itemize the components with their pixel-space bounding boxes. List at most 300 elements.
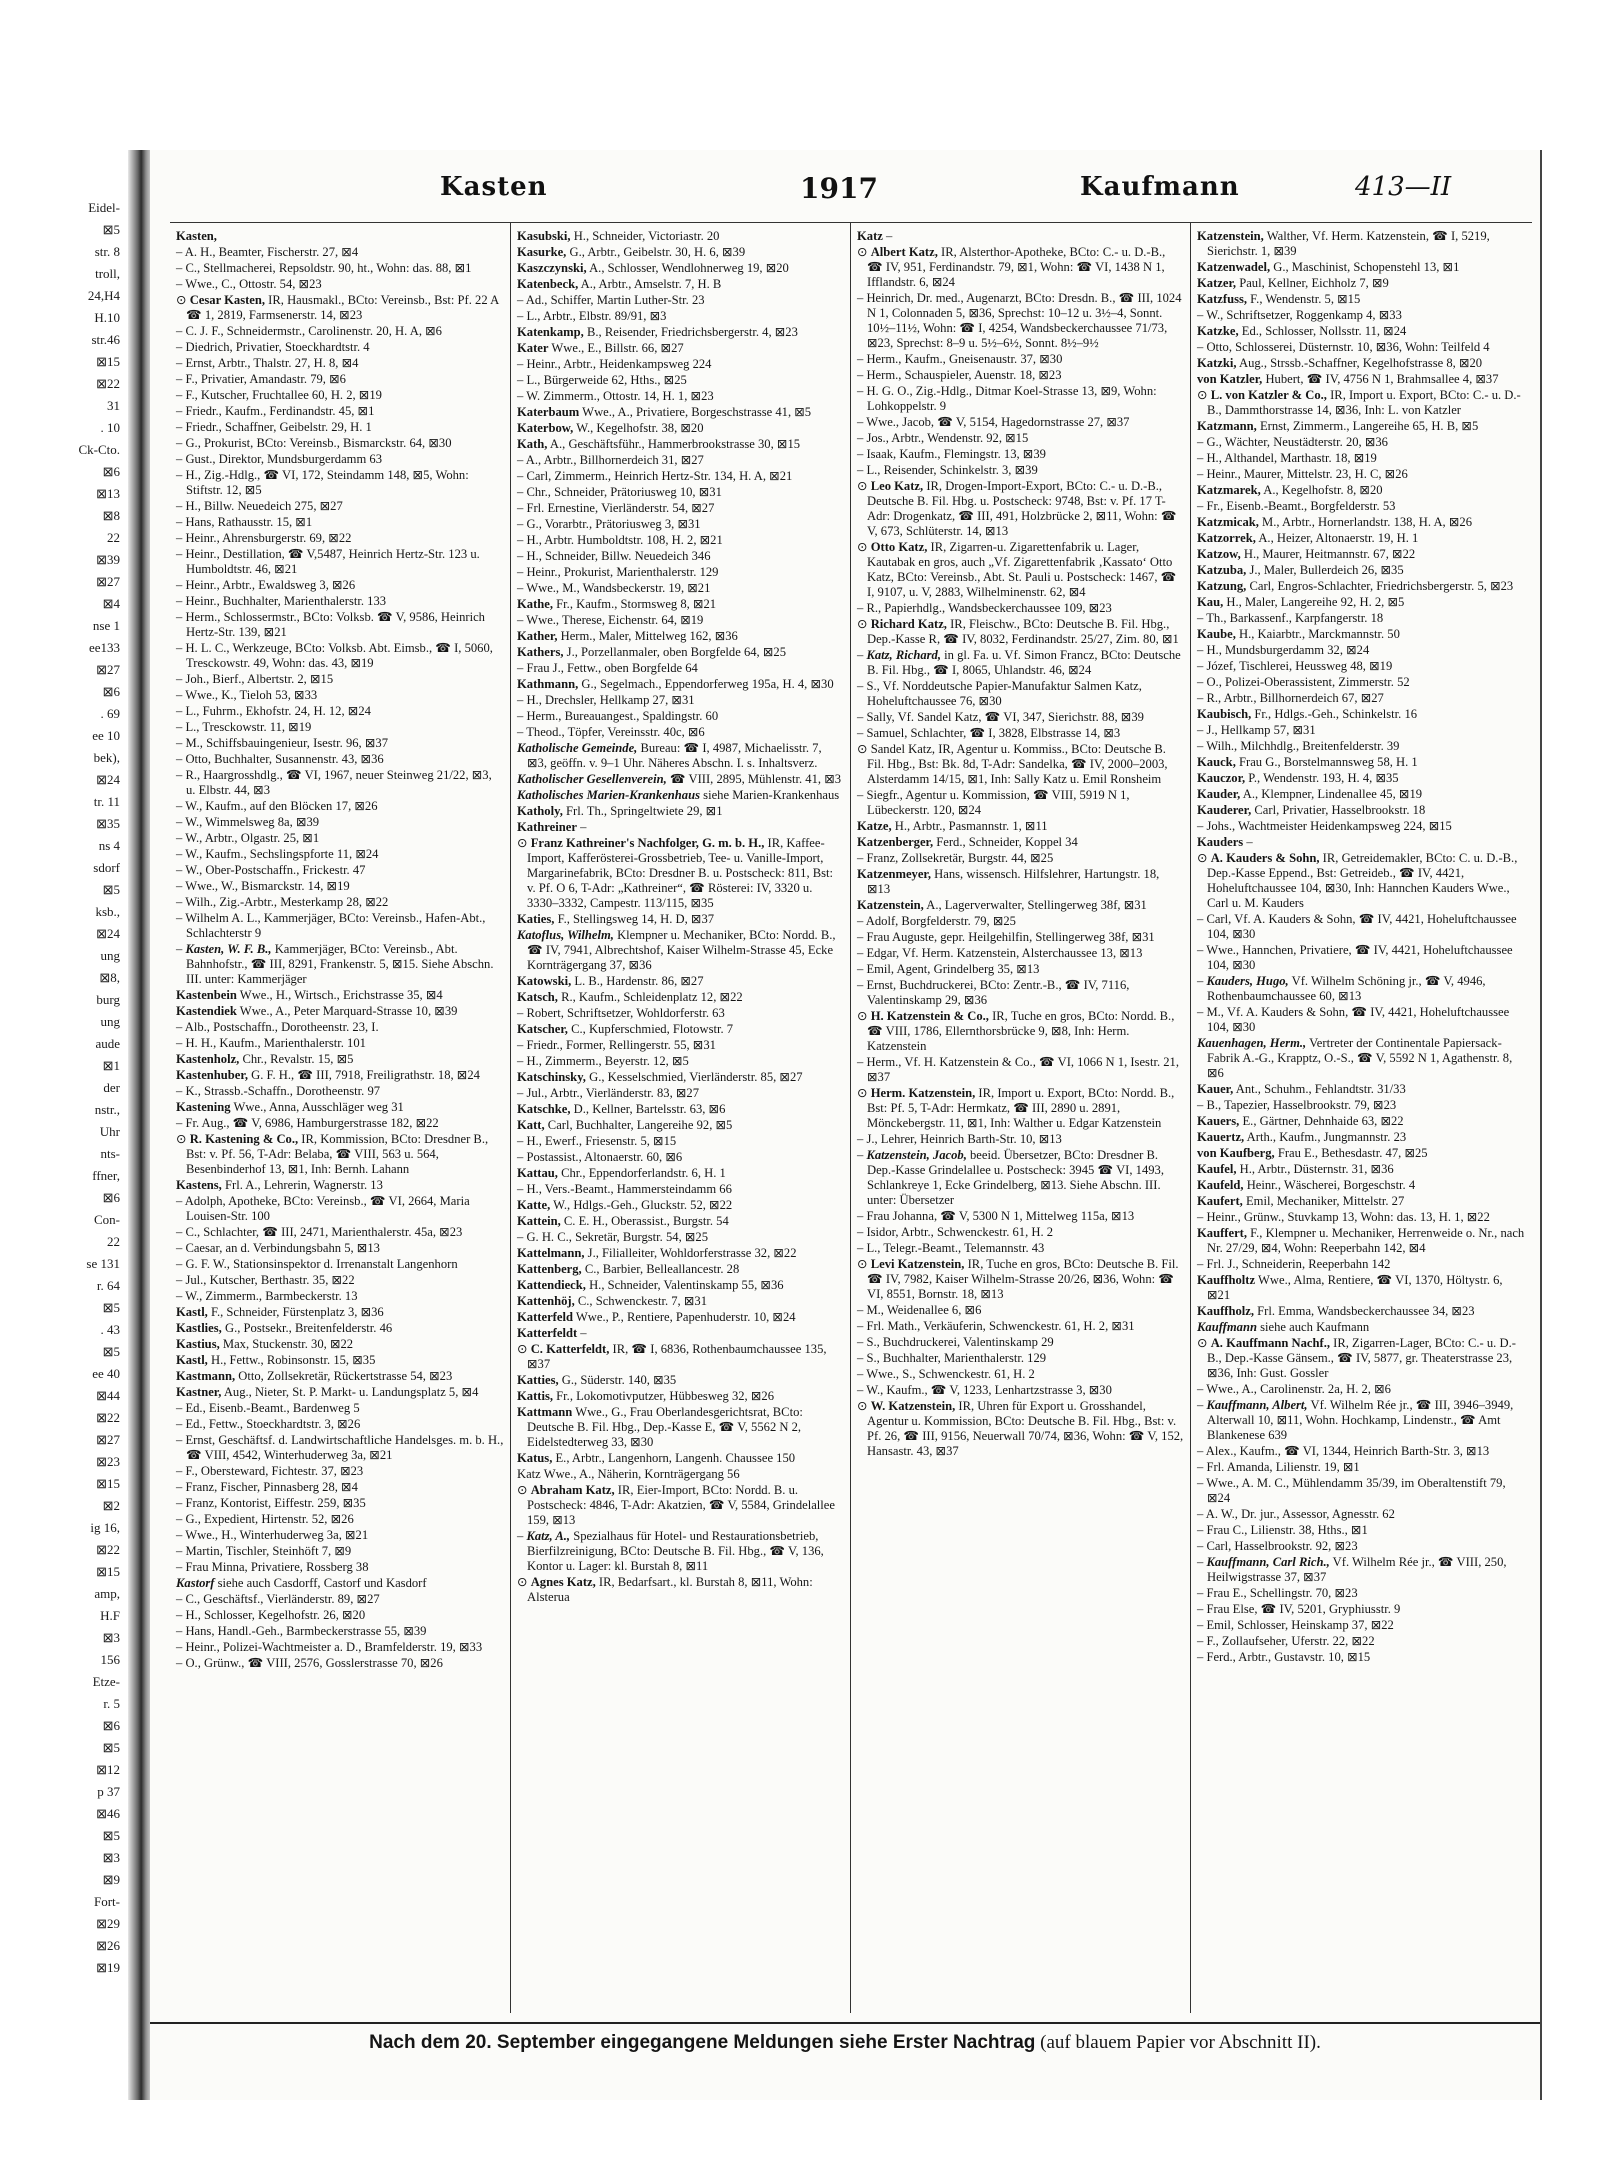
directory-entry: Kattenhöj, C., Schwenckestr. 7, ⊠31 (517, 1294, 707, 1308)
directory-entry: – Kasten, W. F. B., Kammerjäger, BCto: Vereinsb., Abt. Bahnhofstr., ☎ III, 8291, Frankenstr. 5, ⊠15. Siehe Abschn. III. unter: Kammerjäger (176, 942, 494, 986)
directory-entry: – W., Kaufm., auf den Blöcken 17, ⊠26 (176, 799, 378, 813)
directory-entry: – H., Schlosser, Kegelhofstr. 26, ⊠20 (176, 1608, 366, 1622)
directory-entry: Kasurke, G., Arbtr., Geibelstr. 30, H. 6, ⊠39 (517, 245, 746, 259)
entry-name: von Katzler, (1197, 372, 1263, 386)
directory-entry: – Fr. Aug., ☎ V, 6986, Hamburgerstrasse 182, ⊠22 (176, 1116, 439, 1130)
directory-entry: Katzer, Paul, Kellner, Eichholz 7, ⊠9 (1197, 276, 1389, 290)
directory-entry: Kauderer, Carl, Privatier, Hasselbrookstr. 18 (1197, 803, 1426, 817)
directory-entry: Kathmann, G., Segelmach., Eppendorferweg 195a, H. 4, ⊠30 (517, 677, 834, 691)
entry-name: Katenbeck, (517, 277, 579, 291)
directory-entry: Katzke, Ed., Schlosser, Nollsstr. 11, ⊠24 (1197, 324, 1407, 338)
entry-name: Katz, A., (526, 1529, 571, 1543)
directory-entry: – Edgar, Vf. Herm. Katzenstein, Alsterchaussee 13, ⊠13 (857, 946, 1143, 960)
left-page-line: amp, (94, 1586, 120, 1601)
directory-entry: Katholische Gemeinde, Bureau: ☎ I, 4987, Michaelisstr. 7, ⊠3, geöffn. v. 9–1 Uhr. Näheres Abschn. I. s. Inhaltsverz. (517, 741, 822, 770)
directory-entry: – Franz, Kontorist, Eiffestr. 259, ⊠35 (176, 1496, 366, 1510)
directory-entry: Katholy, Frl. Th., Springeltwiete 29, ⊠1 (517, 804, 723, 818)
entry-name: Katte, (517, 1198, 551, 1212)
entry-name: Herm. Katzenstein, (870, 1086, 976, 1100)
left-page-line: ⊠35 (96, 816, 120, 831)
entry-name: Katies, (517, 912, 555, 926)
entry-name: Kattenberg, (517, 1262, 582, 1276)
directory-entry: Kaube, H., Kaiarbtr., Marckmannstr. 50 (1197, 627, 1400, 641)
entry-name: Katz (857, 229, 883, 243)
directory-entry: – Martin, Tischler, Steinhöft 7, ⊠9 (176, 1544, 352, 1558)
entry-name: Kaszczynski, (517, 261, 587, 275)
entry-name: Kastendiek (176, 1004, 237, 1018)
directory-entry: – Wilh., Milchhdlg., Breitenfelderstr. 39 (1197, 739, 1400, 753)
directory-entry: Kauczor, P., Wendenstr. 193, H. 4, ⊠35 (1197, 771, 1399, 785)
left-page-line: ⊠3 (102, 1630, 120, 1645)
entry-name: von Kaufberg, (1197, 1146, 1275, 1160)
left-page-line: tr. 11 (93, 794, 120, 809)
directory-entry: ⊙ C. Katterfeldt, IR, ☎ I, 6836, Rothenbaumchaussee 135, ⊠37 (517, 1342, 827, 1371)
entry-name: Katholische Gemeinde, (517, 741, 638, 755)
directory-entry: – C., Stellmacherei, Repsoldstr. 90, ht., Wohn: das. 88, ⊠1 (176, 261, 472, 275)
directory-entry: Kaszczynski, A., Schlosser, Wendlohnerweg 19, ⊠20 (517, 261, 789, 275)
left-page-line: nse 1 (92, 618, 120, 633)
entry-name: Katties, (517, 1373, 559, 1387)
entry-name: Kattelmann, (517, 1246, 585, 1260)
entry-name: Katschke, (517, 1102, 571, 1116)
entry-name: Katholy, (517, 804, 563, 818)
directory-entry: Kattau, Chr., Eppendorferlandstr. 6, H. 1 (517, 1166, 726, 1180)
directory-entry: ⊙ Abraham Katz, IR, Eier-Import, BCto: Nordd. B. u. Postscheck: 4846, T-Adr: Akatzien, ☎ V, 5584, Grindelallee 159, ⊠13 (517, 1483, 835, 1527)
left-page-line: ⊠22 (96, 376, 120, 391)
entry-name: Albert Katz, (870, 245, 938, 259)
entry-name: A. Kauders & Sohn, (1210, 851, 1320, 865)
directory-entry: – Wwe., A. M. C., Mühlendamm 35/39, im Oberaltenstift 79, ⊠24 (1197, 1476, 1506, 1505)
entry-name: Kattmann (517, 1405, 573, 1419)
directory-entry: – Herm., Kaufm., Gneisenaustr. 37, ⊠30 (857, 352, 1063, 366)
directory-entry: Katenbeck, A., Arbtr., Amselstr. 7, H. B (517, 277, 722, 291)
entry-name: Katterfeldt (517, 1326, 578, 1340)
directory-entry: von Kaufberg, Frau E., Bethesdastr. 47, ⊠25 (1197, 1146, 1428, 1160)
header-range-start: Kasten (440, 172, 548, 202)
directory-entry: – Frau Johanna, ☎ V, 5300 N 1, Mittelweg 115a, ⊠13 (857, 1209, 1135, 1223)
entry-name: Kattein, (517, 1214, 561, 1228)
directory-entry: – Ferd., Arbtr., Gustavstr. 10, ⊠15 (1197, 1650, 1371, 1664)
left-page-line: ⊠27 (96, 662, 120, 677)
directory-entry: Katscher, C., Kupferschmied, Flotowstr. 7 (517, 1022, 734, 1036)
directory-entry: – Wwe., W., Bismarckstr. 14, ⊠19 (176, 879, 350, 893)
directory-entry: Kastl, F., Schneider, Fürstenplatz 3, ⊠36 (176, 1305, 384, 1319)
directory-entry: – O., Polizei-Oberassistent, Zimmerstr. 52 (1197, 675, 1410, 689)
column-1 (170, 223, 510, 2013)
directory-entry: Kastendiek Wwe., A., Peter Marquard-Strasse 10, ⊠39 (176, 1004, 458, 1018)
entry-name: Levi Katzenstein, (870, 1257, 965, 1271)
left-page-line: ⊠19 (96, 1960, 120, 1975)
left-page-line: Ck-Cto. (78, 442, 120, 457)
entry-name: Kauder, (1197, 787, 1241, 801)
directory-entry: – H., Zig.-Hdlg., ☎ VI, 172, Steindamm 148, ⊠5, Wohn: Stiftstr. 12, ⊠5 (176, 468, 469, 497)
entry-name: Katenkamp, (517, 325, 584, 339)
directory-entry: Kather, Herm., Maler, Mittelweg 162, ⊠36 (517, 629, 738, 643)
directory-entry: – M., Vf. A. Kauders & Sohn, ☎ IV, 4421, Hoheluftchaussee 104, ⊠30 (1197, 1005, 1510, 1034)
directory-entry: – K., Strassb.-Schaffn., Dorotheenstr. 97 (176, 1084, 381, 1098)
directory-entry: Katenkamp, B., Reisender, Friedrichsbergerstr. 4, ⊠23 (517, 325, 798, 339)
directory-entry: Katholischer Gesellenverein, ☎ VIII, 2895, Mühlenstr. 41, ⊠3 (517, 772, 842, 786)
entry-name: Kaufeld, (1197, 1178, 1244, 1192)
directory-entry: Katzenmeyer, Hans, wissensch. Hilfslehrer, Hartungstr. 18, ⊠13 (857, 867, 1160, 896)
directory-entry: – G. F. W., Stationsinspektor d. Irrenanstalt Langenhorn (176, 1257, 458, 1271)
directory-entry: – Carl, Vf. A. Kauders & Sohn, ☎ IV, 4421, Hoheluftchaussee 104, ⊠30 (1197, 912, 1517, 941)
directory-entry: – Adolph, Apotheke, BCto: Vereinsb., ☎ VI, 2664, Maria Louisen-Str. 100 (176, 1194, 470, 1223)
left-page-line: ung (100, 1014, 120, 1029)
left-page-line: ⊠23 (96, 1454, 120, 1469)
entry-name: Kater (517, 341, 549, 355)
directory-entry: ⊙ Richard Katz, IR, Fleischw., BCto: Deutsche B. Fil. Hbg., Dep.-Kasse R, ☎ IV, 8032, Ferdinandstr. 25/27, Zim. 80, ⊠1 (857, 617, 1179, 646)
left-page-line: ee 40 (92, 1366, 120, 1381)
entry-name: Kau, (1197, 595, 1224, 609)
left-page-line: ffner, (92, 1168, 120, 1183)
entry-name: Kauertz, (1197, 1130, 1245, 1144)
entry-name: Kaube, (1197, 627, 1236, 641)
directory-entry: Katzmann, Ernst, Zimmerm., Langereihe 65, H. B, ⊠5 (1197, 419, 1479, 433)
directory-entry: Katzung, Carl, Engros-Schlachter, Friedrichsbergerstr. 5, ⊠23 (1197, 579, 1514, 593)
directory-entry: – Herm., Vf. H. Katzenstein & Co., ☎ VI, 1066 N 1, Isestr. 21, ⊠37 (857, 1055, 1179, 1084)
directory-entry: ⊙ A. Kauders & Sohn, IR, Getreidemakler, BCto: C. u. D.-B., Dep.-Kasse Eppend., Bst: Getreideb., ☎ IV, 4421, Hoheluftchaussee 104, ⊠30, Inh: Hannchen Kauders Wwe., Carl u. M. Kauders (1197, 851, 1518, 910)
left-page-line: ⊠4 (102, 596, 120, 611)
directory-entry: Kastl, H., Fettw., Robinsonstr. 15, ⊠35 (176, 1353, 376, 1367)
directory-entry: – Wwe., Therese, Eichenstr. 64, ⊠19 (517, 613, 704, 627)
directory-entry: Katt, Carl, Buchhalter, Langereihe 92, ⊠5 (517, 1118, 733, 1132)
entry-name: Katzmarek, (1197, 483, 1261, 497)
directory-entry: – M., Schiffsbauingenieur, Isestr. 96, ⊠37 (176, 736, 388, 750)
directory-entry: – A., Arbtr., Billhornerdeich 31, ⊠27 (517, 453, 704, 467)
directory-entry: Kastenbein Wwe., H., Wirtsch., Erichstrasse 35, ⊠4 (176, 988, 443, 1002)
left-page-line: 156 (100, 1652, 120, 1667)
directory-entry: – Siegfr., Agentur u. Kommission, ☎ VIII, 5919 N 1, Lübeckerstr. 120, ⊠24 (857, 788, 1130, 817)
left-page-line: ⊠24 (96, 926, 120, 941)
directory-entry: Kastlies, G., Postsekr., Breitenfelderstr. 46 (176, 1321, 393, 1335)
directory-entry: – Frl. Ernestine, Vierländerstr. 54, ⊠27 (517, 501, 715, 515)
entry-name: Kastmann, (176, 1369, 236, 1383)
left-page-line: ⊠15 (96, 1564, 120, 1579)
left-page-line: Etze- (92, 1674, 120, 1689)
left-page-line: burg (96, 992, 120, 1007)
directory-page (150, 150, 1542, 2100)
directory-entry: ⊙ Cesar Kasten, IR, Hausmakl., BCto: Vereinsb., Bst: Pf. 22 A ☎ 1, 2819, Farmsenerstr. 14, ⊠23 (176, 293, 499, 322)
entry-name: Kathreiner (517, 820, 577, 834)
left-page-line: ns 4 (98, 838, 120, 853)
directory-entry: Katzenberger, Ferd., Schneider, Koppel 34 (857, 835, 1078, 849)
directory-entry: Katzki, Aug., Strssb.-Schaffner, Kegelhofstrasse 8, ⊠20 (1197, 356, 1483, 370)
entry-name: Katz, Richard, (866, 648, 941, 662)
directory-entry: – G., Vorarbtr., Prätoriusweg 3, ⊠31 (517, 517, 701, 531)
directory-entry: – H., Zimmerm., Beyerstr. 12, ⊠5 (517, 1054, 689, 1068)
directory-entry: – H. H., Kaufm., Marienthalerstr. 101 (176, 1036, 366, 1050)
left-page-line: ⊠5 (102, 222, 120, 237)
directory-entry: Kattelmann, J., Filialleiter, Wohldorferstrasse 32, ⊠22 (517, 1246, 797, 1260)
directory-entry: Kauck, Frau G., Borstelmannsweg 58, H. 1 (1197, 755, 1418, 769)
directory-entry: Kasubski, H., Schneider, Victoriastr. 20 (517, 229, 720, 243)
entry-name: Abraham Katz, (530, 1483, 615, 1497)
directory-entry: – Wwe., H., Winterhuderweg 3a, ⊠21 (176, 1528, 369, 1542)
left-page-line: . 10 (100, 420, 120, 435)
directory-entry: – F., Privatier, Amandastr. 79, ⊠6 (176, 372, 346, 386)
directory-entry: – Wwe., C., Ottostr. 54, ⊠23 (176, 277, 322, 291)
directory-entry: Katerbaum Wwe., A., Privatiere, Borgeschstrasse 41, ⊠5 (517, 405, 812, 419)
directory-entry: – Heinr., Ahrensburgerstr. 69, ⊠22 (176, 531, 352, 545)
directory-entry: – W., Zimmerm., Barmbeckerstr. 13 (176, 1289, 358, 1303)
directory-entry: – Alb., Postschaffn., Dorotheenstr. 23, I. (176, 1020, 379, 1034)
page-footer (150, 2022, 1540, 2062)
directory-entry: – L., Tresckowstr. 11, ⊠19 (176, 720, 312, 734)
directory-entry: – Friedr., Schaffner, Geibelstr. 29, H. 1 (176, 420, 372, 434)
header-range-end: Kaufmann (1080, 172, 1240, 202)
directory-entry: – B., Tapezier, Hasselbrookstr. 79, ⊠23 (1197, 1098, 1397, 1112)
entry-name: Kauck, (1197, 755, 1236, 769)
entry-name: Kastenhuber, (176, 1068, 248, 1082)
entry-name: Katerbaum (517, 405, 580, 419)
directory-entry: Katties, G., Süderstr. 140, ⊠35 (517, 1373, 677, 1387)
directory-entry: – Heinrich, Dr. med., Augenarzt, BCto: Dresdn. B., ☎ III, 1024 N 1, Colonnaden 5, ⊠36, Sprechst: 10–12 u. 3½–4, Sonnt. 10½–11½, Wohn: ☎ I, 4254, Wandsbeckerchaussee 71/73, ⊠23, Sprechst: 8–9 u. 5½–6½, Sonnt. 8½–9½ (857, 291, 1182, 350)
directory-entry: Katterfeld Wwe., P., Rentiere, Papenhuderstr. 10, ⊠24 (517, 1310, 796, 1324)
directory-entry: – Carl, Zimmerm., Heinrich Hertz-Str. 134, H. A, ⊠21 (517, 469, 793, 483)
directory-entry: – Ed., Eisenb.-Beamt., Bardenweg 5 (176, 1401, 360, 1415)
directory-entry: – W., Wimmelsweg 8a, ⊠39 (176, 815, 320, 829)
directory-entry: Katzfuss, F., Wendenstr. 5, ⊠15 (1197, 292, 1361, 306)
directory-entry: – Emil, Schlosser, Heinskamp 37, ⊠22 (1197, 1618, 1394, 1632)
entry-name: Kauczor, (1197, 771, 1246, 785)
entry-name: Kauffmann, Carl Rich., (1206, 1555, 1330, 1569)
directory-entry: – Frl. Amanda, Lilienstr. 19, ⊠1 (1197, 1460, 1360, 1474)
entry-name: Kauderer, (1197, 803, 1252, 817)
left-page-line: str. 8 (94, 244, 120, 259)
directory-entry: – Samuel, Schlachter, ☎ I, 3828, Elbstrasse 14, ⊠3 (857, 726, 1121, 740)
entry-name: Kauffholtz (1197, 1273, 1256, 1287)
entry-name: A. Kauffmann Nachf., (1210, 1336, 1330, 1350)
directory-entry: – Ernst, Arbtr., Thalstr. 27, H. 8, ⊠4 (176, 356, 359, 370)
left-page-line: ig 16, (90, 1520, 120, 1535)
entry-name: Kauffholz, (1197, 1304, 1255, 1318)
directory-entry: – F., Kutscher, Fruchtallee 60, H. 2, ⊠19 (176, 388, 382, 402)
entry-name: Kasten, W. F. B., (185, 942, 272, 956)
directory-entry: – C. J. F., Schneidermstr., Carolinenstr. 20, H. A, ⊠6 (176, 324, 442, 338)
column-3 (850, 223, 1190, 2013)
entry-name: Katzenstein, (857, 898, 924, 912)
directory-entry: – L., Arbtr., Elbstr. 89/91, ⊠3 (517, 309, 667, 323)
directory-entry: – Hans, Handl.-Geh., Barmbeckerstrasse 55, ⊠39 (176, 1624, 427, 1638)
left-page-line: se 131 (86, 1256, 120, 1271)
directory-entry: – Ernst, Buchdruckerei, BCto: Zentr.-B., ☎ IV, 7116, Valentinskamp 29, ⊠36 (857, 978, 1130, 1007)
entry-name: R. Kastening & Co., (189, 1132, 299, 1146)
entry-name: Kathmann, (517, 677, 579, 691)
entry-name: Kastl, (176, 1305, 208, 1319)
entry-name: Kattis, (517, 1389, 554, 1403)
directory-entry: – G. H. C., Sekretär, Burgstr. 54, ⊠25 (517, 1230, 709, 1244)
entry-name: Kattau, (517, 1166, 558, 1180)
left-page-line: ⊠8, (99, 970, 120, 985)
left-page-line: 22 (107, 530, 120, 545)
left-page-line: ung (100, 948, 120, 963)
directory-entry: – L., Bürgerweide 62, Hths., ⊠25 (517, 373, 687, 387)
directory-entry: – W., Arbtr., Olgastr. 25, ⊠1 (176, 831, 320, 845)
entry-name: Katzke, (1197, 324, 1239, 338)
entry-name: Kasurke, (517, 245, 567, 259)
entry-name: Kauenhagen, Herm., (1197, 1036, 1307, 1050)
directory-entry: ⊙ W. Katzenstein, IR, Uhren für Export u. Grosshandel, Agentur u. Kommission, BCto: Deutsche B. Fil. Hbg., Bst: v. Pf. 26, ☎ III, 9156, Neuerwall 70/74, ⊠36, Wohn: ☎ V, 152, Hansastr. 43, ⊠37 (857, 1399, 1184, 1458)
entry-name: Katzung, (1197, 579, 1247, 593)
left-page-line: ⊠9 (102, 1872, 120, 1887)
entry-name: Kathers, (517, 645, 564, 659)
left-page-line: ⊠5 (102, 1828, 120, 1843)
entry-name: Katterfeld (517, 1310, 573, 1324)
directory-entry: Katies, F., Stellingsweg 14, H. D, ⊠37 (517, 912, 715, 926)
directory-entry: ⊙ Franz Kathreiner's Nachfolger, G. m. b. H., IR, Kaffee-Import, Kafferösterei-Grossbetrieb, Tee- u. Vanille-Import, Margarinefabrik, BCto: Dresdner B. u. Postscheck: 811, Bst: v. Pf. O 6, T-Adr: „Kathreiner“, ☎ Rösterei: IV, 3320 u. 3330–3332, Campestr. 113/115, ⊠35 (517, 836, 834, 910)
directory-entry: – Hans, Rathausstr. 15, ⊠1 (176, 515, 313, 529)
directory-entry: ⊙ A. Kauffmann Nachf., IR, Zigarren-Lager, BCto: C.- u. D.-B., Dep.-Kasse Gänsem., ☎ IV, 5877, gr. Theaterstrasse 23, ⊠36, Inh: Gust. Gossler (1197, 1336, 1516, 1380)
left-page-line: nts- (100, 1146, 120, 1161)
entry-name: Kastenbein (176, 988, 237, 1002)
left-page-line: H.10 (94, 310, 120, 325)
directory-entry: Kauenhagen, Herm., Vertreter der Continentale Papiersack-Fabrik A.-G., Krapptz, O.-S., ☎ V, 5592 N 1, Agathenstr. 8, ⊠6 (1197, 1036, 1513, 1080)
left-page-line: ⊠5 (102, 1740, 120, 1755)
directory-entry: – Frl. J., Schneiderin, Reeperbahn 142 (1197, 1257, 1391, 1271)
left-page-line: ⊠6 (102, 464, 120, 479)
directory-entry: ⊙ L. von Katzler & Co., IR, Import u. Export, BCto: C.- u. D.-B., Dammthorstrasse 14, ⊠36, Inh: L. von Katzler (1197, 388, 1521, 417)
directory-entry: Kathers, J., Porzellanmaler, oben Borgfelde 64, ⊠25 (517, 645, 786, 659)
directory-entry: Katze, H., Arbtr., Pasmannstr. 1, ⊠11 (857, 819, 1048, 833)
directory-entry: Kastening Wwe., Anna, Ausschläger weg 31 (176, 1100, 404, 1114)
directory-entry: Kauffert, F., Klempner u. Mechaniker, Herrenweide o. Nr., nach Nr. 27/29, ⊠4, Wohn: Reeperbahn 142, ⊠4 (1197, 1226, 1525, 1255)
directory-entry: – Robert, Schriftsetzer, Wohldorferstr. 63 (517, 1006, 725, 1020)
directory-entry: – J., Lehrer, Heinrich Barth-Str. 10, ⊠13 (857, 1132, 1062, 1146)
entry-name: Kauffmann, Albert, (1206, 1398, 1308, 1412)
directory-entry: – Heinr., Arbtr., Ewaldsweg 3, ⊠26 (176, 578, 356, 592)
directory-entry: Katzorrek, A., Heizer, Altonaerstr. 19, H. 1 (1197, 531, 1419, 545)
directory-entry: Kathe, Fr., Kaufm., Stormsweg 8, ⊠21 (517, 597, 717, 611)
directory-entry: Katschke, D., Kellner, Bartelsstr. 63, ⊠6 (517, 1102, 726, 1116)
directory-entry: ⊙ Levi Katzenstein, IR, Tuche en gros, BCto: Deutsche B. Fil. ☎ IV, 7982, Kaiser Wilhelm-Strasse 20/26, ⊠36, Wohn: ☎ VI, 8551, Bornstr. 18, ⊠13 (857, 1257, 1179, 1301)
directory-entry: – Wilhelm A. L., Kammerjäger, BCto: Vereinsb., Hafen-Abt., Schlachterstr 9 (176, 911, 486, 940)
directory-entry: – Fr., Eisenb.-Beamt., Borgfelderstr. 53 (1197, 499, 1396, 513)
entry-name: Kattendieck, (517, 1278, 586, 1292)
directory-entry: – Friedr., Kaufm., Ferdinandstr. 45, ⊠1 (176, 404, 375, 418)
directory-entry: Kauffholtz Wwe., Alma, Rentiere, ☎ VI, 1370, Höltystr. 6, ⊠21 (1197, 1273, 1503, 1302)
entry-name: Kauffmann (1197, 1320, 1257, 1334)
directory-entry: – Friedr., Former, Rellingerstr. 55, ⊠31 (517, 1038, 716, 1052)
left-page-line: ⊠15 (96, 1476, 120, 1491)
directory-entry: Kaufert, Emil, Mechaniker, Mittelstr. 27 (1197, 1194, 1405, 1208)
entry-name: Kath, (517, 437, 548, 451)
directory-entry: Kastius, Max, Stuckenstr. 30, ⊠22 (176, 1337, 354, 1351)
directory-entry: – Joh., Bierf., Albertstr. 2, ⊠15 (176, 672, 334, 686)
directory-entry: – Postassist., Altonaerstr. 60, ⊠6 (517, 1150, 683, 1164)
directory-entry: Katoflus, Wilhelm, Klempner u. Mechaniker, BCto: Nordd. B., ☎ IV, 7941, Albrechtshof, Kaiser Wilhelm-Strasse 45, Ecke Kornträgergang 37, ⊠36 (517, 928, 836, 972)
directory-entry: – Wwe., Hannchen, Privatiere, ☎ IV, 4421, Hoheluftchaussee 104, ⊠30 (1197, 943, 1513, 972)
directory-entry: Kauers, E., Gärtner, Dehnhaide 63, ⊠22 (1197, 1114, 1404, 1128)
directory-entry: – H., Drechsler, Hellkamp 27, ⊠31 (517, 693, 695, 707)
entry-name: C. Katterfeldt, (530, 1342, 610, 1356)
entry-name: Katschinsky, (517, 1070, 586, 1084)
directory-entry: – Heinr., Buchhalter, Marienthalerstr. 133 (176, 594, 387, 608)
entry-name: Katzenwadel, (1197, 260, 1271, 274)
directory-entry: – Ed., Fettw., Stoeckhardtstr. 3, ⊠26 (176, 1417, 361, 1431)
directory-entry: ⊙ Sandel Katz, IR, Agentur u. Kommiss., BCto: Deutsche B. Fil. Hbg., Bst: Bk. 8d, T-Adr: Sandelka, ☎ IV, 2000–2003, Alsterdamm 14/15, ⊠1, Inh: Sally Katz u. Emil Ronsheim (857, 742, 1168, 786)
directory-entry: – G., Wächter, Neustädterstr. 20, ⊠36 (1197, 435, 1388, 449)
entry-name: Katzer, (1197, 276, 1237, 290)
left-page-line: r. 5 (103, 1696, 120, 1711)
entry-name: Kaufert, (1197, 1194, 1243, 1208)
entry-name: Kauffert, (1197, 1226, 1248, 1240)
left-page-line: ⊠27 (96, 1432, 120, 1447)
directory-entry: – Caesar, an d. Verbindungsbahn 5, ⊠13 (176, 1241, 380, 1255)
directory-entry: – H., Ewerf., Friesenstr. 5, ⊠15 (517, 1134, 677, 1148)
entry-name: Katzorrek, (1197, 531, 1256, 545)
directory-entry: – L., Reisender, Schinkelstr. 3, ⊠39 (857, 463, 1038, 477)
directory-entry: – F., Obersteward, Fichtestr. 37, ⊠23 (176, 1464, 364, 1478)
directory-entry: Kauder, A., Klempner, Lindenallee 45, ⊠19 (1197, 787, 1423, 801)
left-page-line: 31 (107, 398, 120, 413)
directory-entry: – Adolf, Borgfelderstr. 79, ⊠25 (857, 914, 1016, 928)
directory-entry: ⊙ Agnes Katz, IR, Bedarfsart., kl. Burstah 8, ⊠11, Wohn: Alsterua (517, 1575, 813, 1604)
entry-name: H. Katzenstein & Co., (870, 1009, 989, 1023)
directory-entry: – G., Expedient, Hirtenstr. 52, ⊠26 (176, 1512, 354, 1526)
directory-entry: – Herm., Bureauangest., Spaldingstr. 60 (517, 709, 719, 723)
entry-name: Kather, (517, 629, 558, 643)
left-page-line: ⊠5 (102, 1300, 120, 1315)
entry-name: Kastens, (176, 1178, 222, 1192)
entry-name: Kauers, (1197, 1114, 1240, 1128)
directory-entry: – Isaak, Kaufm., Flemingstr. 13, ⊠39 (857, 447, 1046, 461)
directory-entry: Kau, H., Maler, Langereihe 92, H. 2, ⊠5 (1197, 595, 1405, 609)
header-year: 1917 (800, 172, 878, 205)
directory-entry: – Sally, Vf. Sandel Katz, ☎ VI, 347, Sierichstr. 88, ⊠39 (857, 710, 1144, 724)
directory-entry: ⊙ Otto Katz, IR, Zigarren-u. Zigarettenfabrik u. Lager, Kautabak en gros, auch „Vf. Zigarettenfabrik ‚Kassato‘ Otto Katz, BCto: Vereinsb., Abt. St. Pauli u. Postscheck: 1467, ☎ I, 9107, u. V, 2883, Wilhelminenstr. 62, ⊠4 (857, 540, 1177, 599)
left-page-line: ⊠27 (96, 574, 120, 589)
directory-entry: – Alex., Kaufm., ☎ VI, 1344, Heinrich Barth-Str. 3, ⊠13 (1197, 1444, 1490, 1458)
left-page-line: ⊠44 (96, 1388, 120, 1403)
entry-name: L. von Katzler & Co., (1210, 388, 1327, 402)
directory-entry: – W. Zimmerm., Ottostr. 14, H. 1, ⊠23 (517, 389, 714, 403)
directory-entry: – Herm., Schlossermstr., BCto: Volksb. ☎ V, 9586, Heinrich Hertz-Str. 139, ⊠21 (176, 610, 485, 639)
directory-entry: – Otto, Schlosserei, Düsternstr. 10, ⊠36, Wohn: Teilfeld 4 (1197, 340, 1490, 354)
directory-entry: – G., Prokurist, BCto: Vereinsb., Bismarckstr. 64, ⊠30 (176, 436, 452, 450)
directory-entry: – Heinr., Destillation, ☎ V,5487, Heinrich Hertz-Str. 123 u. Humboldtstr. 46, ⊠21 (176, 547, 480, 576)
directory-entry: – Emil, Agent, Grindelberg 35, ⊠13 (857, 962, 1040, 976)
directory-entry: – Ad., Schiffer, Martin Luther-Str. 23 (517, 293, 705, 307)
directory-entry: – Isidor, Arbtr., Schwenckestr. 61, H. 2 (857, 1225, 1054, 1239)
left-page-line: ⊠1 (102, 1058, 120, 1073)
directory-entry: – Jul., Arbtr., Vierländerstr. 83, ⊠27 (517, 1086, 700, 1100)
entry-name: Leo Katz, (870, 479, 924, 493)
directory-entry: – Kauffmann, Albert, Vf. Wilhelm Rée jr., ☎ III, 3946–3949, Alterwall 10, ⊠11, Wohn. Hochkamp, Lindenstr., ☎ Amt Blankenese 639 (1197, 1398, 1514, 1442)
directory-entry: – Józef, Tischlerei, Heussweg 48, ⊠19 (1197, 659, 1393, 673)
directory-entry: – Herm., Schauspieler, Auenstr. 18, ⊠23 (857, 368, 1062, 382)
directory-entry: – Franz, Fischer, Pinnasberg 28, ⊠4 (176, 1480, 358, 1494)
directory-entry: Kattis, Fr., Lokomotivputzer, Hübbesweg 32, ⊠26 (517, 1389, 774, 1403)
left-page-line: Uhr (99, 1124, 120, 1139)
directory-entry: Katz – (857, 229, 893, 243)
entry-name: Cesar Kasten, (189, 293, 266, 307)
entry-name: Kastorf (176, 1576, 215, 1590)
left-page-line: . 43 (100, 1322, 120, 1337)
entry-name: Kastening (176, 1100, 231, 1114)
left-page-line: str.46 (91, 332, 120, 347)
directory-entry: – H., Mundsburgerdamm 32, ⊠24 (1197, 643, 1370, 657)
left-page-line: troll, (95, 266, 120, 281)
directory-entry: Katterfeldt – (517, 1326, 587, 1340)
entry-name: Katholischer Gesellenverein, (517, 772, 667, 786)
directory-entry: Kauertz, Arth., Kaufm., Jungmannstr. 23 (1197, 1130, 1407, 1144)
directory-entry: – H. G. O., Zig.-Hdlg., Ditmar Koel-Strasse 13, ⊠9, Wohn: Lohkoppelstr. 9 (857, 384, 1157, 413)
left-page-line: ee133 (88, 640, 120, 655)
directory-entry: – L., Telegr.-Beamt., Telemannstr. 43 (857, 1241, 1045, 1255)
directory-entry: – S., Vf. Norddeutsche Papier-Manufaktur Salmen Katz, Hoheluftchaussee 76, ⊠30 (857, 679, 1142, 708)
left-page-line: ⊠24 (96, 772, 120, 787)
